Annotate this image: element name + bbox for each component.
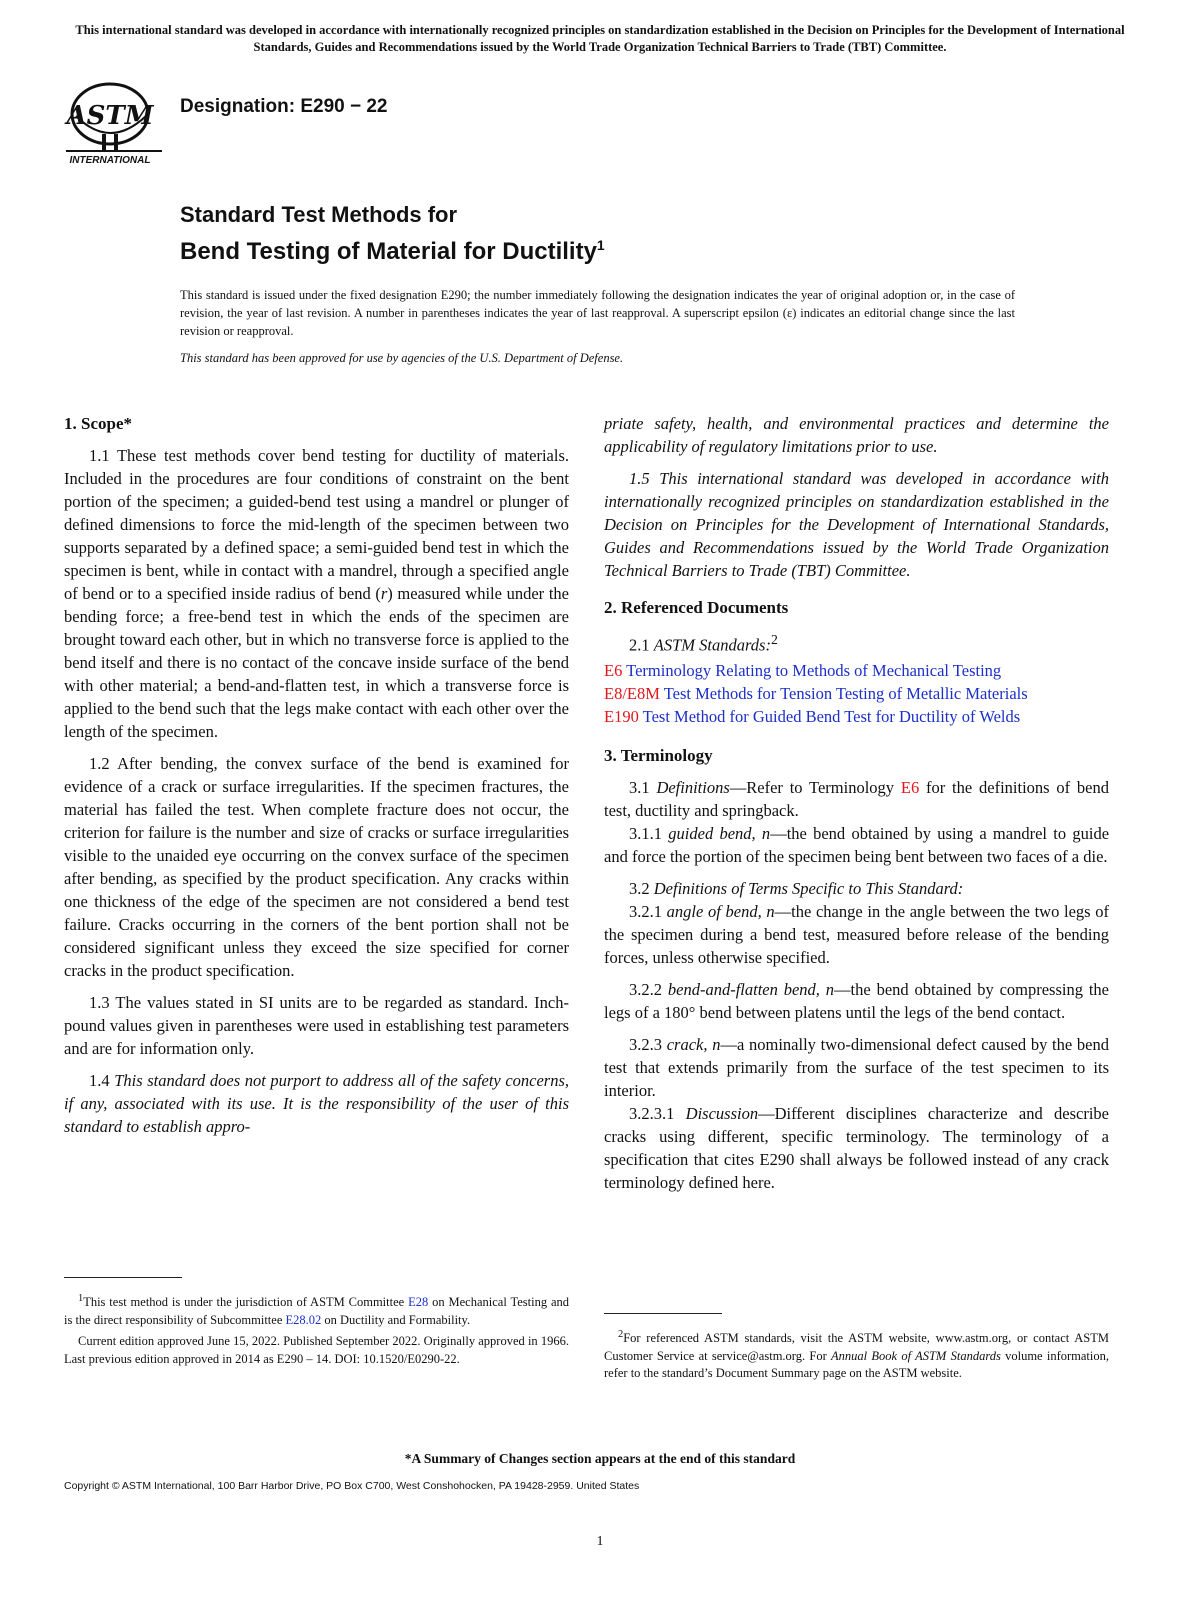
- para-3-1: [604, 776, 1109, 822]
- para-1-1: [64, 444, 569, 743]
- ref-item-e6[interactable]: [604, 659, 1109, 682]
- para-3-2-term: Definitions of Terms Specific to This Standard:: [653, 878, 964, 898]
- footnote-rule-right: [604, 1313, 722, 1314]
- para-3-1-term: Definitions: [656, 777, 730, 797]
- footnote-2-p1: [604, 1326, 1109, 1383]
- footnote-2-a: For referenced ASTM standards, visit the ASTM website, www.astm.org, or contact ASTM Customer Service at service@astm.org. For: [604, 1331, 1109, 1363]
- astm-logo: [62, 80, 166, 166]
- ref-code[interactable]: E8/E8M: [604, 683, 660, 703]
- para-3-2-3-1-num: 3.2.3.1: [629, 1103, 675, 1123]
- page-number: 1: [596, 1534, 604, 1549]
- summary-of-changes-note: *A Summary of Changes section appears at the end of this standard: [404, 1451, 796, 1466]
- ref-item-e8[interactable]: [604, 682, 1109, 705]
- para-3-1-num: 3.1: [629, 777, 650, 797]
- link-e28[interactable]: E28: [408, 1295, 429, 1310]
- footnote-2-marker: 2: [618, 1329, 624, 1340]
- para-3-2-num: 3.2: [629, 878, 650, 898]
- para-3-2-2-num: 3.2.2: [629, 979, 662, 999]
- ref-code[interactable]: E190: [604, 706, 639, 726]
- para-3-2-2: [604, 978, 1109, 1024]
- para-1-2: 1.2 After bending, the convex surface of the bend is examined for evidence of a crack or surface irregularities. If the specimen fractures, the material has failed the test. When complete fracture does not occur, the criterion for failure is the number and size of cracks or surface irregularities visible to the unaided eye occurring on the convex surface of the specimen after bending, as specified by the product specification. Any cracks within one thickness of the edge of the specimen are not considered a bend test failure. Cracks occurring in the corners of the bent portion shall not be considered significant unless they exceed the size specified for corner cracks in the product specification.: [64, 754, 569, 980]
- para-3-2-3-1: [604, 1102, 1109, 1194]
- footnote-2-italic: Annual Book of ASTM Standards: [831, 1348, 1001, 1363]
- footnote-1-c: on Ductility and Formability.: [321, 1312, 471, 1327]
- para-1-4-cont-text: priate safety, health, and environmental practices and determine the applicability of regulatory limitations prior to use.: [604, 414, 1109, 456]
- astm-standards-num: 2.1: [629, 635, 650, 655]
- para-1-4-text: This standard does not purport to address all of the safety concerns, if any, associated with its use. It is the responsibility of the user of this standard to establish appro-: [64, 1071, 570, 1136]
- para-3-1-1-text: —the bend obtained by using a mandrel to guide and force the portion of the specimen being bent between two faces of a die.: [604, 823, 1110, 866]
- ref-code[interactable]: E6: [604, 660, 623, 680]
- document-title: [180, 200, 605, 267]
- para-1-1-a: 1.1 These test methods cover bend testing for ductility of materials. Included in the procedures are four conditions of constraint on the bent portion of the specimen; a guided-bend test using a mandrel or plunger of defined dimensions to force the mid-length of the specimen between two supports separated by a defined space; a semi-guided bend test in which the specimen is bent, while in contact with a mandrel, through a specified angle of bend or to a specified inside radius of bend (: [64, 446, 569, 603]
- para-3-2-2-text: —the bend obtained by compressing the legs of a 180° bend between platens until the legs of the bend contact.: [604, 979, 1110, 1022]
- para-3-2-3-term: crack, n: [666, 1034, 721, 1054]
- para-1-5: [604, 467, 1109, 582]
- title-line-2: [180, 230, 605, 267]
- wto-notice: This international standard was developed in accordance with internationally recognized principles on standardization established in the Decision on Principles for the Development of International Standards, Guides and Recommendations issued by the World Trade Organization Technical Barriers to Trade (TBT) Committee.: [75, 23, 1125, 54]
- para-3-2-3: [604, 1033, 1109, 1102]
- para-3-2-3-num: 3.2.3: [629, 1034, 662, 1054]
- ref-title[interactable]: Test Method for Guided Bend Test for Ductility of Welds: [642, 706, 1021, 726]
- footnote-2-b: volume information, refer to the standard’s Document Summary page on the ASTM website.: [604, 1348, 1110, 1381]
- approved-note: This standard has been approved for use by agencies of the U.S. Department of Defense.: [180, 351, 624, 365]
- para-3-2-1-text: —the change in the angle between the two legs of the specimen during a bend test, measured before release of the bending forces, unless otherwise specified.: [604, 901, 1109, 967]
- para-3-2-3-text: —a nominally two-dimensional defect caused by the bend test that extends primarily from the surface of the test specimen to its interior.: [604, 1034, 1109, 1100]
- footnote-rule-left: [64, 1277, 182, 1278]
- footnote-1-b: on Mechanical Testing and is the direct responsibility of Subcommittee: [64, 1295, 569, 1327]
- title-line-2-text: Bend Testing of Material for Ductility: [180, 238, 597, 265]
- para-1-1-r: r: [380, 584, 388, 603]
- astm-standards-text: ASTM Standards:: [653, 635, 771, 655]
- footnote-2: [604, 1326, 1109, 1387]
- astm-standards-footnote-ref[interactable]: 2: [770, 632, 778, 647]
- para-1-4: [64, 1069, 569, 1138]
- link-e28-02[interactable]: E28.02: [285, 1312, 322, 1327]
- para-1-1-b: ) measured while under the bending force; a free-bend test in which the ends of the specimen are brought toward each other, but in which no transverse force is applied to the bend itself and there is no contact of the concave inside surface of the bend with other material; a bend-and-flatten test, in which a transverse force is applied to the bend such that the legs make contact with each other over the length of the specimen.: [64, 584, 569, 741]
- designation: Designation: E290 − 22: [180, 96, 388, 117]
- para-1-4-num: 1.4: [89, 1071, 110, 1090]
- left-column: [64, 412, 569, 1147]
- right-column: [604, 412, 1109, 1203]
- footnote-1-marker: 1: [78, 1293, 84, 1304]
- para-3-2-3-1-text: —Different disciplines characterize and describe cracks using different, specific terminology. The terminology of a specification that cites E290 shall always be followed instead of any crack terminology defined here.: [604, 1103, 1109, 1192]
- para-3-2-1: [604, 900, 1109, 969]
- para-3-1-1-num: 3.1.1: [629, 823, 662, 843]
- footnote-1-p1: [64, 1290, 569, 1329]
- title-line-1: Standard Test Methods for: [180, 202, 458, 227]
- copyright-line: Copyright © ASTM International, 100 Barr Harbor Drive, PO Box C700, West Conshohocken, PA 19428-2959. United States: [64, 1480, 640, 1492]
- footnote-1: [64, 1290, 569, 1372]
- para-3-2-2-term: bend-and-flatten bend, n: [667, 979, 835, 999]
- svg-text:ASTM: ASTM: [66, 101, 154, 131]
- ref-title[interactable]: Test Methods for Tension Testing of Metallic Materials: [663, 683, 1028, 703]
- para-3-1-1-term: guided bend, n: [668, 823, 771, 843]
- svg-text:INTERNATIONAL: INTERNATIONAL: [69, 155, 151, 166]
- link-e6[interactable]: E6: [900, 777, 920, 797]
- ref-title[interactable]: Terminology Relating to Methods of Mechanical Testing: [626, 660, 1002, 680]
- para-3-2-1-num: 3.2.1: [629, 901, 662, 921]
- footnote-1-a: This test method is under the jurisdiction of ASTM Committee: [83, 1295, 409, 1310]
- terminology-heading: 3. Terminology: [604, 745, 713, 765]
- ref-item-e190[interactable]: [604, 705, 1109, 728]
- refdocs-heading: 2. Referenced Documents: [604, 598, 789, 617]
- para-3-2-1-term: angle of bend, n: [666, 901, 775, 921]
- para-3-1-a: —Refer to Terminology: [729, 777, 901, 797]
- para-1-4-cont: [604, 412, 1109, 458]
- para-3-2: [604, 877, 1109, 900]
- para-3-2-3-1-term: Discussion: [685, 1103, 759, 1123]
- para-3-1-1: [604, 822, 1109, 868]
- para-3-1-b: for the definitions of bend test, ductility and springback.: [604, 777, 1109, 820]
- astm-standards-label: [604, 628, 1109, 657]
- issued-note: This standard is issued under the fixed designation E290; the number immediately following the designation indicates the year of original adoption or, in the case of revision, the year of last revision. A number in parentheses indicates the year of last reapproval. A superscript epsilon (ε) indicates an editorial change since the last revision or reapproval.: [180, 288, 1015, 338]
- scope-heading: 1. Scope*: [64, 414, 132, 433]
- para-1-5-text: 1.5 This international standard was developed in accordance with internationally recognized principles on standardization established in the Decision on Principles for the Development of International Standards, Guides and Recommendations issued by the World Trade Organization Technical Barriers to Trade (TBT) Committee.: [604, 469, 1109, 580]
- footnote-1-p2: Current edition approved June 15, 2022. Published September 2022. Originally approved in 1966. Last previous edition approved in 2014 as E290 – 14. DOI: 10.1520/E0290-22.: [64, 1334, 569, 1366]
- title-footnote-ref[interactable]: 1: [596, 237, 605, 253]
- para-1-3: 1.3 The values stated in SI units are to be regarded as standard. Inch-pound values given in parentheses were used in establishing test parameters and are for information only.: [64, 993, 569, 1058]
